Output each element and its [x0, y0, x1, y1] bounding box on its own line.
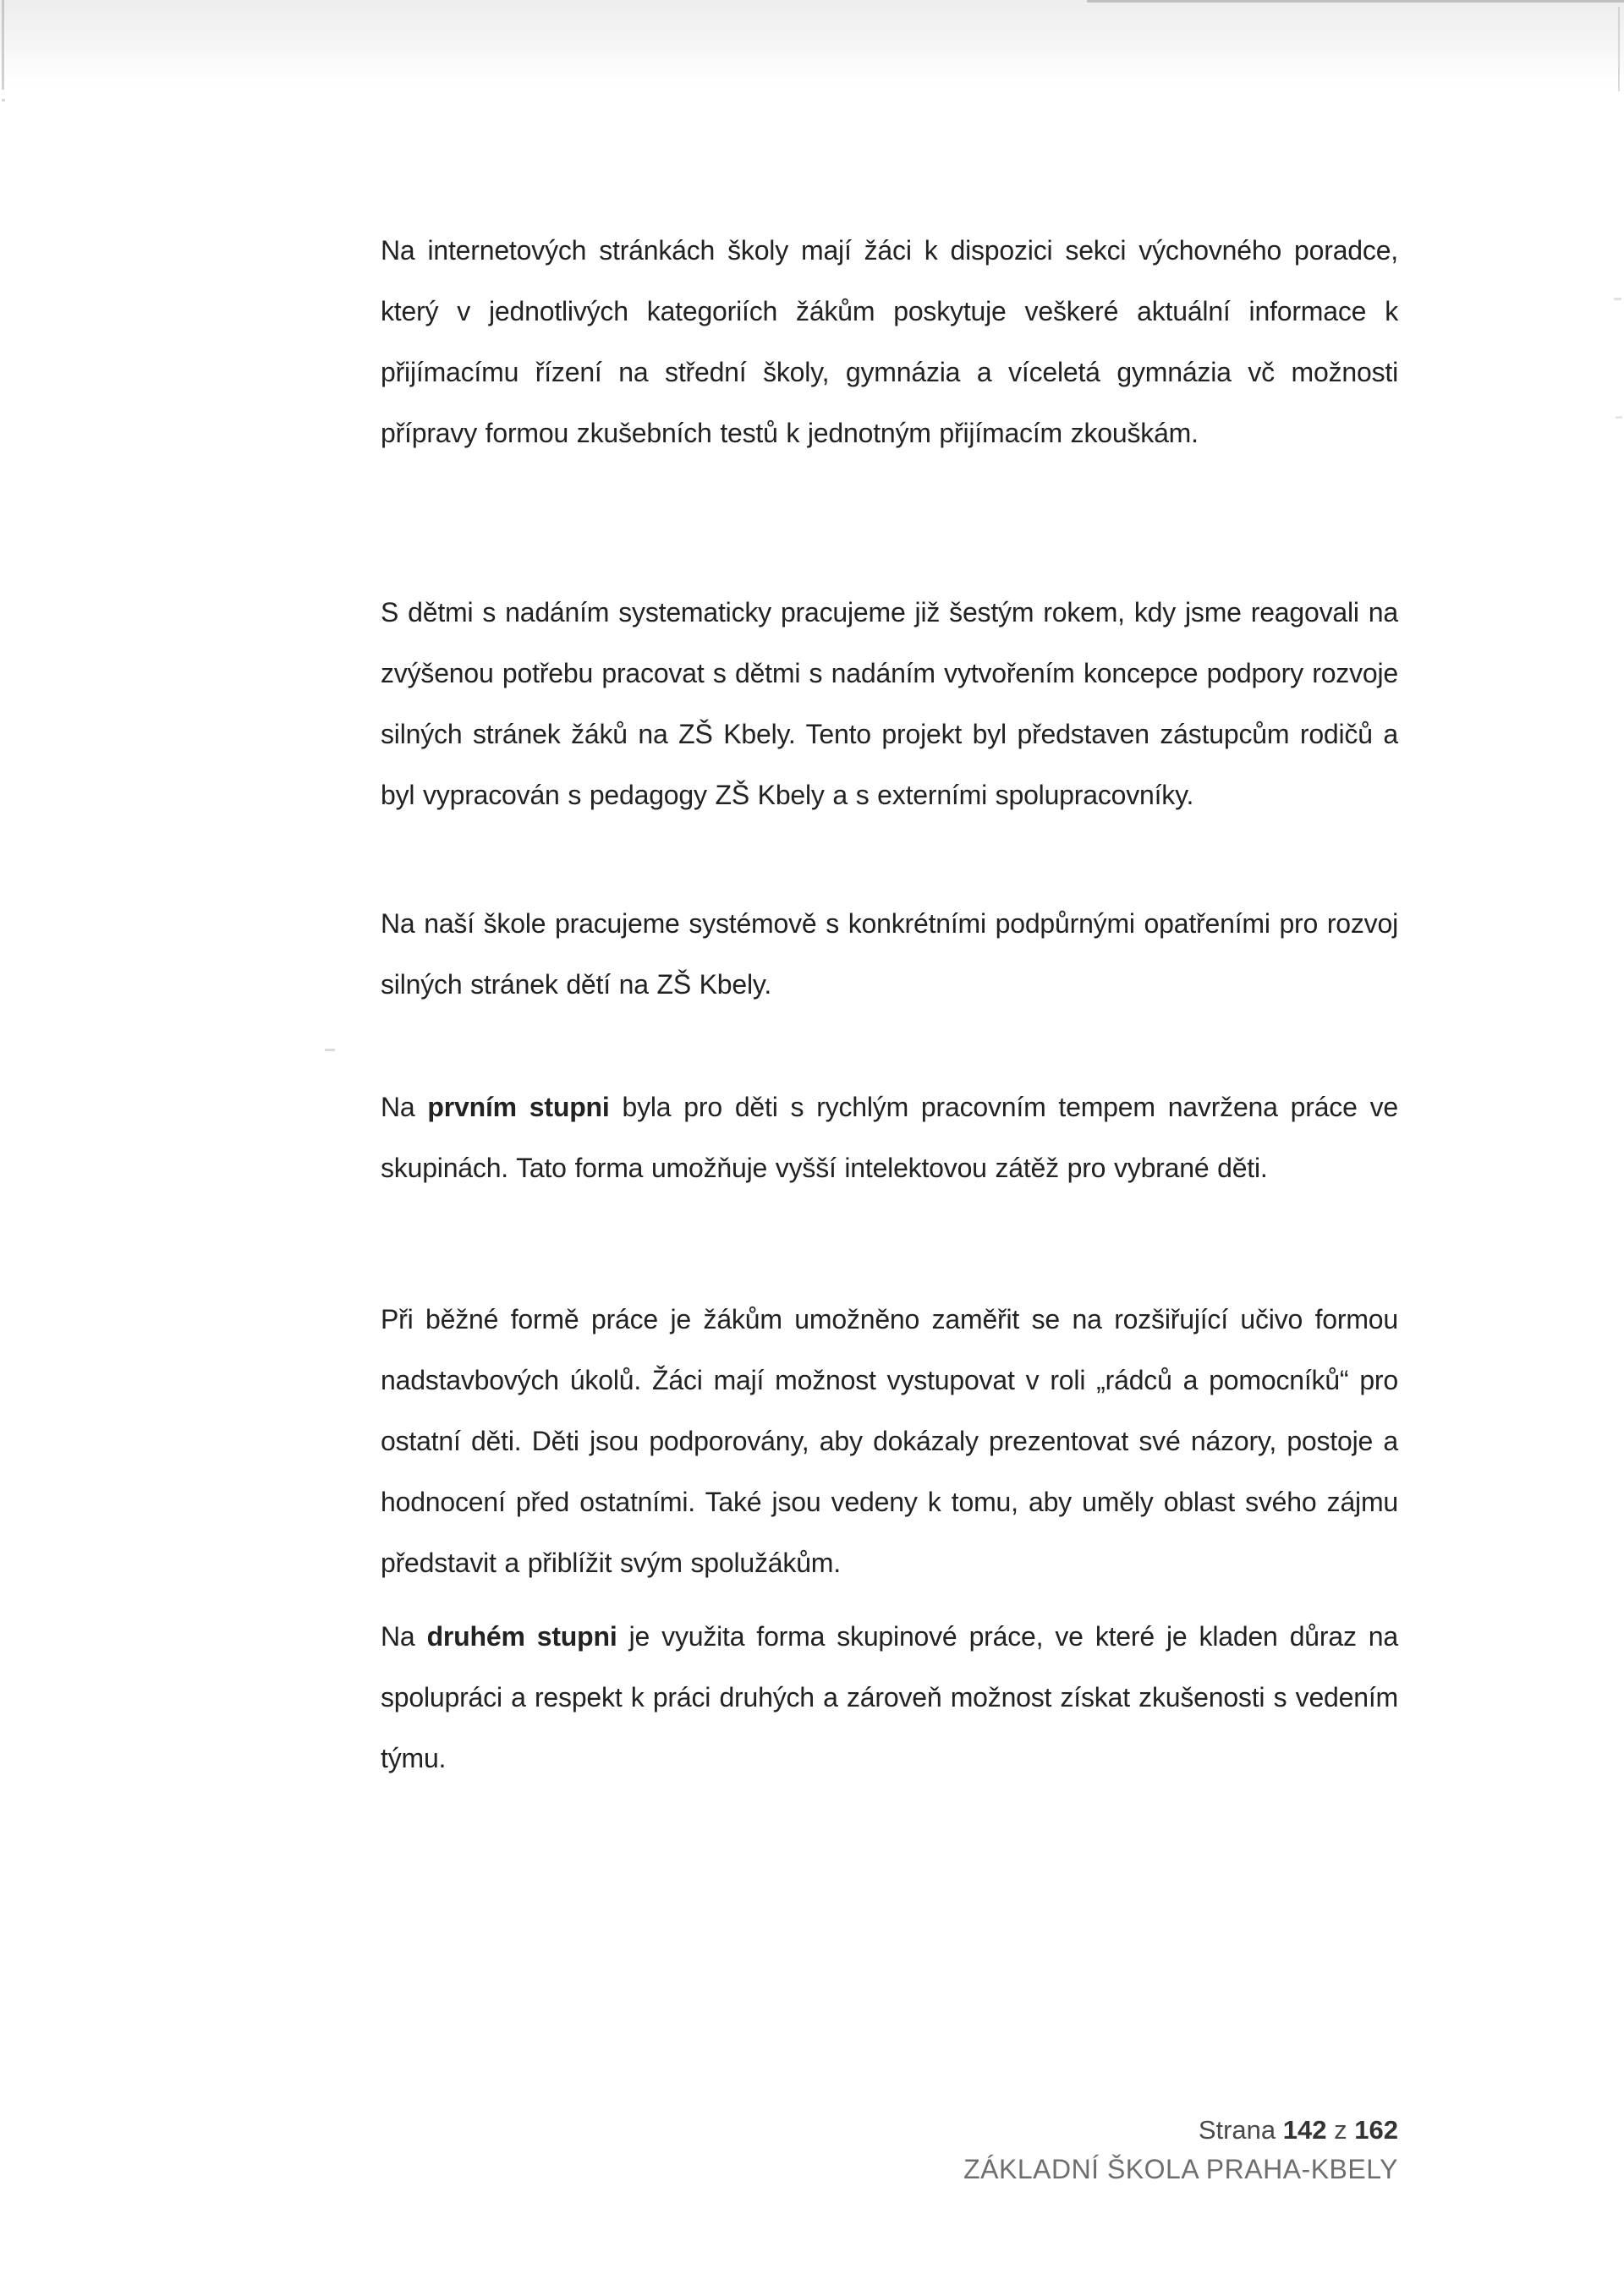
- document-body-text: [381, 220, 1398, 1789]
- page-number-separator: z: [1334, 2115, 1347, 2145]
- page-number-current: 142: [1282, 2115, 1327, 2145]
- scan-artifact-top-line: [1087, 0, 1624, 3]
- scan-artifact-right-dash: [1614, 298, 1621, 300]
- page-number-line: [381, 2111, 1398, 2150]
- scan-artifact-right-dash: [1616, 416, 1622, 419]
- text-run: Na: [381, 1092, 428, 1122]
- page-number-prefix: Strana: [1198, 2115, 1276, 2145]
- page-footer: [381, 2111, 1398, 2189]
- text-run: Na naší škole pracujeme systémově s konkrétními podpůrnými opatřeními pro rozvoj silných stránek dětí na ZŠ Kbely.: [381, 908, 1398, 1000]
- text-run: byla pro děti s rychlým pracovním tempem navržena práce ve skupinách. Tato forma umožňuje vyšší intelektovou zátěž pro vybrané děti.: [381, 1092, 1398, 1183]
- paragraph: [381, 1077, 1398, 1198]
- scan-top-shade: [0, 0, 1624, 85]
- scan-artifact-right-line: [1618, 7, 1620, 91]
- paragraph: [381, 1289, 1398, 1593]
- bold-text-run: druhém stupni: [426, 1621, 617, 1652]
- paragraph: [381, 1606, 1398, 1789]
- paragraph: [381, 582, 1398, 825]
- text-run: je využita forma skupinové práce, ve které je kladen důraz na spolupráci a respekt k práci druhých a zároveň možnost získat zkušenosti s vedením týmu.: [381, 1621, 1398, 1773]
- text-run: Na: [381, 1621, 427, 1652]
- scan-artifact-left-line: [2, 0, 4, 90]
- text-run: Při běžné formě práce je žákům umožněno zaměřit se na rozšiřující učivo formou nadstavbových úkolů. Žáci mají možnost vystupovat v roli „rádců a pomocníků“ pro ostatní děti. Děti jsou podporovány, aby dokázaly prezentovat své názory, postoje a hodnocení před ostatními. Také jsou vedeny k tomu, aby uměly oblast svého zájmu představit a přiblížit svým spolužákům.: [381, 1304, 1398, 1578]
- paragraph: [381, 220, 1398, 463]
- organization-name: ZÁKLADNÍ ŠKOLA PRAHA-KBELY: [963, 2154, 1398, 2184]
- paragraph: [381, 893, 1398, 1015]
- scan-artifact-left-dot: [2, 99, 5, 101]
- bold-text-run: prvním stupni: [427, 1092, 610, 1122]
- page-number-total: 162: [1354, 2115, 1398, 2145]
- text-run: Na internetových stránkách školy mají žáci k dispozici sekci výchovného poradce, který v jednotlivých kategoriích žákům poskytuje veškeré aktuální informace k přijímacímu řízení na střední školy, gymnázia a víceletá gymnázia vč možnosti přípravy formou zkušebních testů k jednotným přijímacím zkouškám.: [381, 235, 1398, 448]
- scan-artifact-margin-dash: [325, 1049, 335, 1051]
- text-run: S dětmi s nadáním systematicky pracujeme již šestým rokem, kdy jsme reagovali na zvýšenou potřebu pracovat s dětmi s nadáním vytvořením koncepce podpory rozvoje silných stránek žáků na ZŠ Kbely. Tento projekt byl představen zástupcům rodičů a byl vypracován s pedagogy ZŠ Kbely a s externími spolupracovníky.: [381, 597, 1398, 810]
